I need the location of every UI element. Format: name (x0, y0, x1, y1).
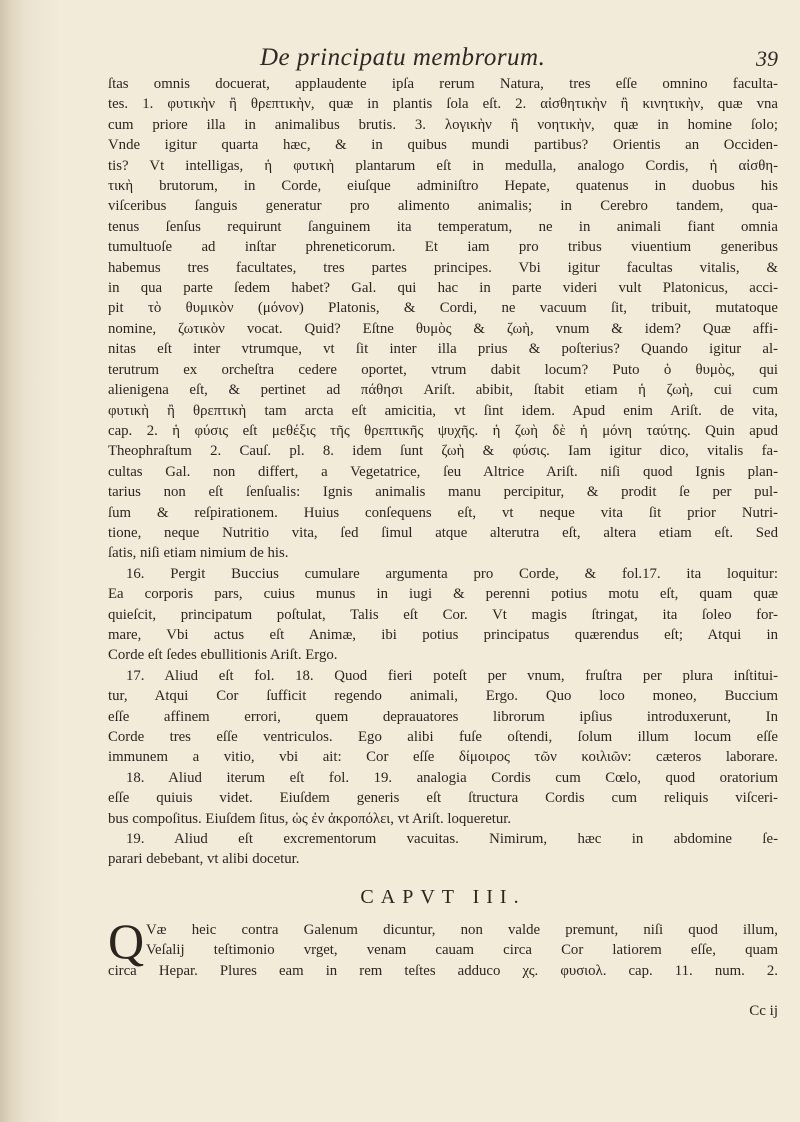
paragraph-19-line: parari debebant, vt alibi docetur. (108, 851, 300, 868)
page-header (100, 44, 790, 74)
text-line: φυτικὴ ἢ θρεπτικὴ tam arcta eſt amicitia, vt ſint idem. Apud enim Ariſt. de vita, (108, 402, 778, 419)
chapter-heading: CAPVT III. (360, 886, 526, 908)
text-line: habemus tres facultates, tres partes principes. Vbi igitur facultas vitalis, & (108, 259, 778, 276)
paragraph-17-line: eſſe affinem errori, quem deprauatores librorum ipſius introduxerunt, In (108, 708, 778, 725)
paragraph-17-line: tur, Atqui Cor ſufficit regendo animali, Ergo. Quo loco moneo, Buccium (108, 688, 778, 705)
paragraph-16-line: mare, Vbi actus eſt Animæ, ibi potius principatus quærendus eſt; Atqui in (108, 626, 778, 643)
text-line: nomine, ζωτικὸν vocat. Quid? Eſtne θυμὸς & ζωὴ, vnum & idem? Quæ affi- (108, 320, 778, 337)
paragraph-18-line: bus compoſitus. Eiuſdem ſitus, ὡς ἐν ἀκροπόλει, vt Ariſt. loqueretur. (108, 810, 512, 827)
main-text-block (108, 74, 778, 870)
page-number: 39 (756, 46, 778, 71)
paragraph-18-line: eſſe quiuis videt. Eiuſdem generis eſt ſtructura Cordis cum reliquis viſceri- (108, 790, 778, 807)
text-line: tumultuoſe ad inſtar phreneticorum. Et iam pro tribus viuentium generibus (108, 239, 778, 256)
text-line: alienigena eſt, & pertinet ad πάθησι Ariſt. abibit, ſtabit etiam ἡ ζωὴ, cui cum (108, 382, 778, 399)
text-line: ſtas omnis docuerat, applaudente ipſa rerum Natura, tres eſſe omnino faculta- (108, 76, 778, 92)
text-line: cultas Gal. non differt, a Vegetatrice, ſeu Altrice Ariſt. niſi quod Ignis plan- (108, 463, 778, 480)
paragraph-18-line: 18. Aliud iterum eſt fol. 19. analogia Cordis cum Cœlo, quod oratorium (126, 769, 778, 786)
paragraph-16-line: Ea corporis pars, cuius munus in iugi & perenni potius motu eſt, quam quæ (108, 586, 778, 603)
chapter-line: Veſalij teſtimonio vrget, venam cauam circa Cor latiorem eſſe, quam (146, 942, 778, 959)
paragraph-17-line: 17. Aliud eſt fol. 18. Quod fieri poteſt per vnum, fruſtra per plura inſtitui- (126, 667, 778, 684)
paragraph-17-line: Corde tres eſſe ventriculos. Ego alibi fuſe oſtendi, ſolum illum locum eſſe (108, 729, 778, 745)
text-line: ſatis, niſi etiam nimium de his. (108, 545, 289, 562)
text-line: tione, neque Nutritio vita, ſed ſimul atque alterutra eſt, altera etiam eſt. Sed (108, 524, 778, 541)
paragraph-16-line: Corde eſt ſedes ebullitionis Ariſt. Ergo. (108, 647, 338, 664)
text-line: Vnde igitur quarta hæc, & in quibus mundi partibus? Orientis an Occiden- (108, 137, 778, 154)
chapter-body (108, 913, 778, 981)
text-line: tarius non eſt ſenſualis: Ignis animalis manu percipitur, & prodit ſe per pul- (108, 484, 778, 501)
text-line: tes. 1. φυτικὴν ἢ θρεπτικὴν, quæ in plantis ſola eſt. 2. αἰσθητικὴν ἢ κινητικὴν, quæ vna (108, 96, 778, 113)
text-line: cap. 2. ἡ φύσις eſt μεθέξις τῆς θρεπτικῆς ψυχῆς. ἡ ζωὴ δὲ ἡ μόνη ταύτης. Quin apud (108, 422, 778, 439)
text-line: Theophraſtum 2. Cauſ. pl. 8. idem ſunt ζωὴ & φύσις. Iam igitur dico, vitalis fa- (108, 443, 778, 460)
paragraph-19-line: 19. Aliud eſt excrementorum vacuitas. Nimirum, hæc in abdomine ſe- (126, 831, 778, 848)
running-title: De principatu membrorum. (260, 44, 546, 71)
chapter-line: circa Hepar. Plures eam in rem teſtes adduco χς. φυσιολ. cap. 11. num. 2. (108, 962, 778, 979)
text-line: τικὴ brutorum, in Corde, eiuſque adminiſtro Hepate, quatenus in duobus his (108, 178, 778, 195)
paragraph-16-line: 16. Pergit Buccius cumulare argumenta pro Corde, & fol.17. ita loquitur: (126, 565, 778, 582)
signature-mark: Cc ij (749, 1003, 778, 1019)
text-line: tenus ſenſus requirunt ſanguinem ita temperatum, ne in animali fiant omnia (108, 218, 778, 235)
chapter-line: Væ heic contra Galenum dicuntur, non valde premunt, niſi quod illum, (146, 922, 778, 938)
paragraph-16-line: quieſcit, principatum poſtulat, Talis eſt Cor. Vt magis ſtringat, ita ſoleo for- (108, 606, 778, 623)
text-line: pit τὸ θυμικὸν (μόνον) Platonis, & Cordi, ne vacuum ſit, tribuit, mutatoque (108, 300, 778, 317)
text-line: viſceribus ſanguis generatur pro alimento animalis; in Cerebro tandem, qua- (108, 198, 778, 215)
text-line: tis? Vt intelligas, ἡ φυτικὴ plantarum eſt in medulla, analogo Cordis, ἡ αἰσθη- (108, 157, 778, 174)
text-line: nitas eſt inter vtrumque, vt ſit inter illa prius & poſterius? Quando igitur al- (108, 341, 778, 358)
binding-gutter (0, 0, 22, 1122)
drop-cap: Q (108, 913, 145, 969)
text-line: terutrum ex orcheſtra cedere oportet, vtrum dabit locum? Puto ὁ θυμὸς, qui (108, 361, 778, 378)
paragraph-17-line: immunem a vitio, vbi ait: Cor eſſe δίμοιρος τῶν κοιλιῶν: cæteros laborare. (108, 749, 778, 766)
text-line: in qua parte ſedem habet? Gal. qui hac in parte videri vult Platonicus, acci- (108, 280, 778, 297)
text-line: ſum & reſpirationem. Huius conſequens eſt, vt neque vita ſit prior Nutri- (108, 504, 778, 521)
text-line: cum priore illa in animalibus brutis. 3. λογικὴν ἢ νοητικὴν, quæ in homine ſolo; (108, 116, 778, 133)
